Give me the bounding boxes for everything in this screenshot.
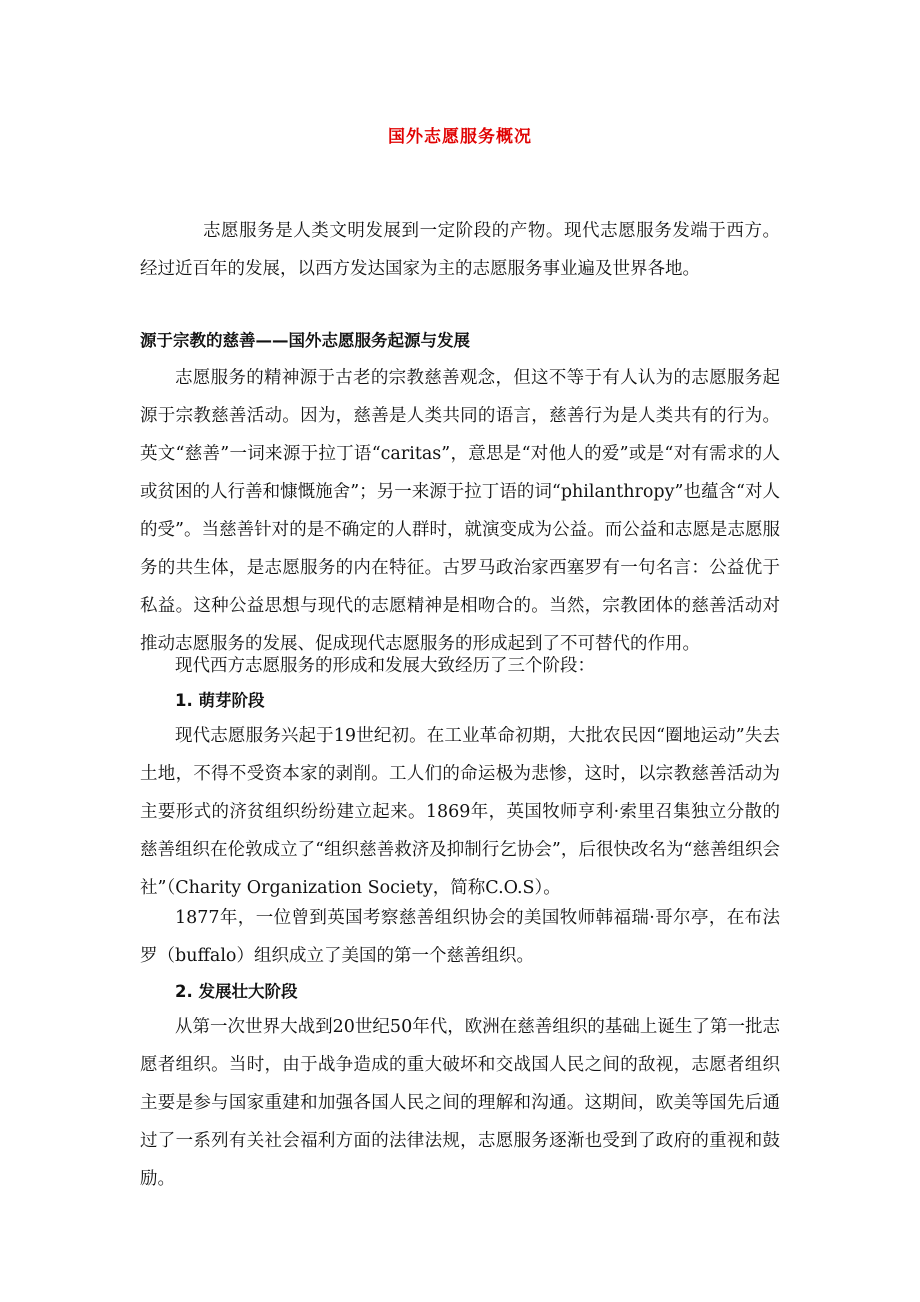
stage1-paragraph-b: 1877年，一位曾到英国考察慈善组织协会的美国牧师韩福瑞·哥尔亭，在布法罗（buffalo）组织成立了美国的第一个慈善组织。 (140, 908, 780, 966)
stage2-paragraph: 从第一次世界大战到20世纪50年代，欧洲在慈善组织的基础上诞生了第一批志愿者组织。当时，由于战争造成的重大破坏和交战国人民之间的敌视，志愿者组织主要是参与国家重建和加强各国人民之间的理解和沟通。这期间，欧美等国先后通过了一系列有关社会福利方面的法律法规，志愿服务逐渐也受到了政府的重视和鼓励。 (140, 1017, 780, 1189)
stage1-heading: 1. 萌芽阶段 (175, 691, 265, 710)
origin-paragraph: 志愿服务的精神源于古老的宗教慈善观念，但这不等于有人认为的志愿服务起源于宗教慈善活动。因为，慈善是人类共同的语言，慈善行为是人类共有的行为。英文“慈善”一词来源于拉丁语“caritas”，意思是“对他人的爱”或是“对有需求的人或贫困的人行善和慷慨施舍”；另一来源于拉丁语的词“philanthropy”也蕴含“对人的受”。当慈善针对的是不确定的人群时，就演变成为公益。而公益和志愿是志愿服务的共生体，是志愿服务的内在特征。古罗马政治家西塞罗有一句名言：公益优于私益。这种公益思想与现代的志愿精神是相吻合的。当然，宗教团体的慈善活动对推动志愿服务的发展、促成现代志愿服务的形成起到了不可替代的作用。 (140, 368, 780, 654)
stage1-paragraph-a: 现代志愿服务兴起于19世纪初。在工业革命初期，大批农民因“圈地运动”失去土地，不得不受资本家的剥削。工人们的命运极为悲惨，这时，以宗教慈善活动为主要形式的济贫组织纷纷建立起来。1869年，英国牧师亨利·索里召集独立分散的慈善组织在伦敦成立了“组织慈善救济及抑制行乞协会”，后很快改名为“慈善组织会社”（Charity Organization Society，简称C.O.S）。 (140, 726, 780, 898)
intro-paragraph: 志愿服务是人类文明发展到一定阶段的产物。现代志愿服务发端于西方。经过近百年的发展，以西方发达国家为主的志愿服务事业遍及世界各地。 (140, 221, 780, 279)
stage2-heading: 2. 发展壮大阶段 (175, 982, 298, 1001)
document-title: 国外志愿服务概况 (388, 127, 532, 147)
section-heading: 源于宗教的慈善——国外志愿服务起源与发展 (140, 331, 470, 350)
stages-intro-paragraph: 现代西方志愿服务的形成和发展大致经历了三个阶段： (175, 656, 595, 676)
